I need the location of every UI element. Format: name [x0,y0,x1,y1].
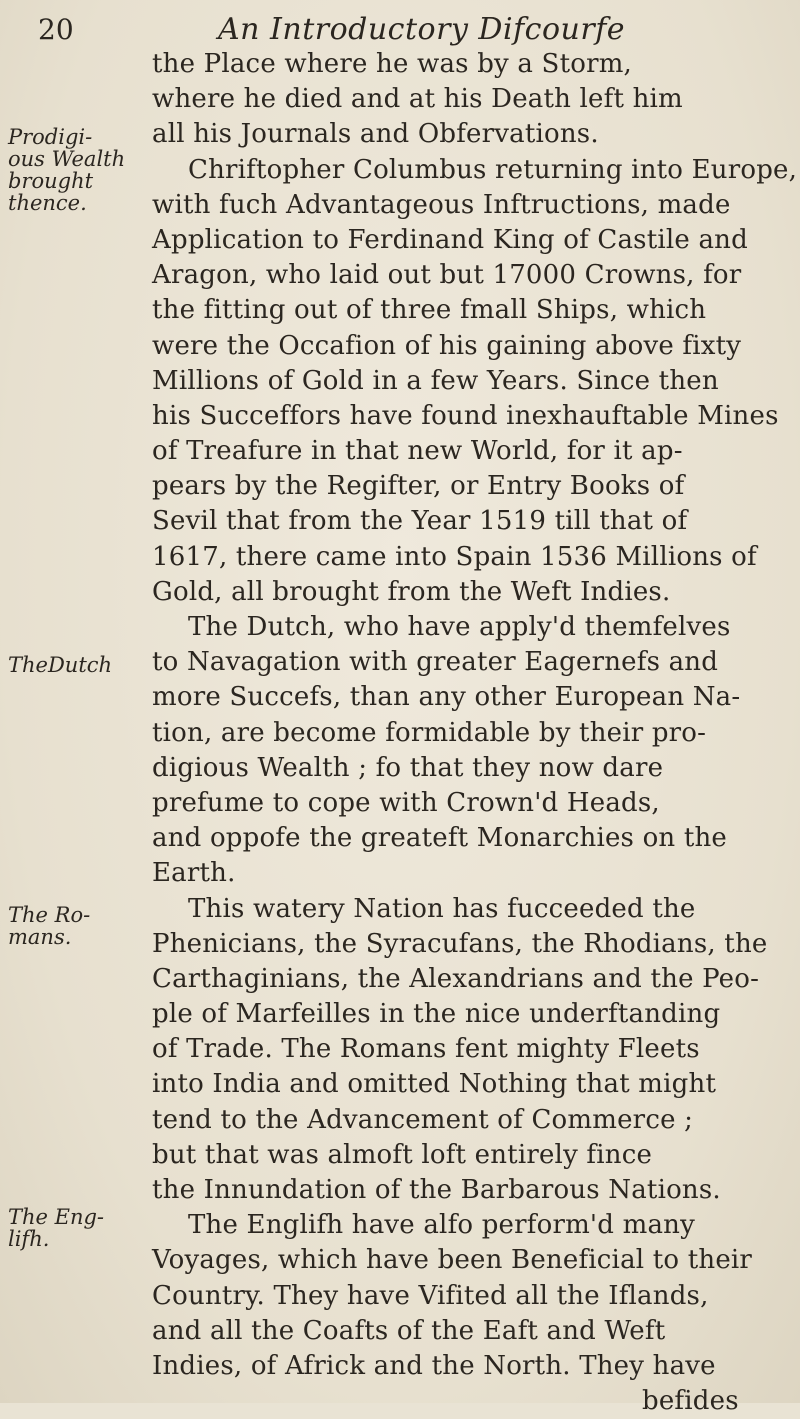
text-line: Phenicians, the Syracufans, the Rhodians, the [152,928,768,959]
margin-note-romans: The Ro- mans. [8,903,91,949]
text-line: This watery Nation has fucceeded the [188,893,696,924]
text-line: all his Journals and Obfervations. [152,119,599,150]
text-line: of Treafure in that new World, for it ap- [152,436,683,467]
text-line: Carthaginians, the Alexandrians and the Peo- [152,963,760,994]
text-line: and oppofe the greateft Monarchies on the [152,823,728,854]
text-line: his Succeffors have found inexhauftable Mines [152,400,779,431]
text-line: ple of Marfeilles in the nice underftanding [152,999,721,1030]
text-line: The Englifh have alfo perform'd many [188,1210,695,1241]
text-line: Gold, all brought from the Weft Indies. [152,576,671,607]
text-line: the fitting out of three fmall Ships, which [152,295,707,326]
text-line: Voyages, which have been Beneficial to their [152,1245,753,1276]
text-line: more Succefs, than any other European Na- [152,682,741,713]
running-title: An Introductory Difcourfe [218,12,626,47]
text-line: The Dutch, who have apply'd themfelves [188,612,731,642]
text-line: Sevil that from the Year 1519 till that of [152,506,688,537]
text-line: Aragon, who laid out but 17000 Crowns, for [152,260,742,291]
text-line: Millions of Gold in a few Years. Since then [152,365,719,396]
margin-note-english: The Eng- lifh. [8,1205,105,1251]
text-line: Earth. [152,858,236,889]
text-line: the Innundation of the Barbarous Nations. [152,1175,721,1205]
page-header [38,10,778,50]
text-line: with fuch Advantageous Inftructions, made [152,189,731,220]
catchword: befides [642,1386,739,1417]
page-number: 20 [38,13,74,46]
text-line: the Place where he was by a Storm, [152,49,633,79]
text-line: tion, are become formidable by their pro- [152,717,707,748]
text-line: 1617, there came into Spain 1536 Millions of [152,541,757,572]
text-line: prefume to cope with Crown'd Heads, [152,787,660,818]
margin-note-prodigious: Prodigi- ous Wealth brought thence. [8,125,126,215]
text-line: were the Occafion of his gaining above fixty [152,330,742,361]
text-line: pears by the Regifter, or Entry Books of [152,471,685,502]
text-line: Indies, of Africk and the North. They have [152,1350,716,1381]
body-text [152,47,798,1419]
text-line: Country. They have Vifited all the Iflands, [152,1280,709,1311]
text-line: and all the Coafts of the Eaft and Weft [152,1315,666,1346]
text-line: tend to the Advancement of Commerce ; [152,1104,694,1135]
text-line: Chriftopher Columbus returning into Europe, [188,154,798,185]
text-line: Application to Ferdinand King of Castile and [152,224,748,255]
text-line: to Navagation with greater Eagernefs and [152,647,719,678]
text-line: of Trade. The Romans fent mighty Fleets [152,1034,700,1065]
text-line: into India and omitted Nothing that might [152,1069,717,1100]
margin-note-dutch: TheDutch [8,653,113,677]
text-line: digious Wealth ; fo that they now dare [152,752,664,783]
text-line: where he died and at his Death left him [152,84,683,115]
text-line: but that was almoft loft entirely fince [152,1139,653,1170]
